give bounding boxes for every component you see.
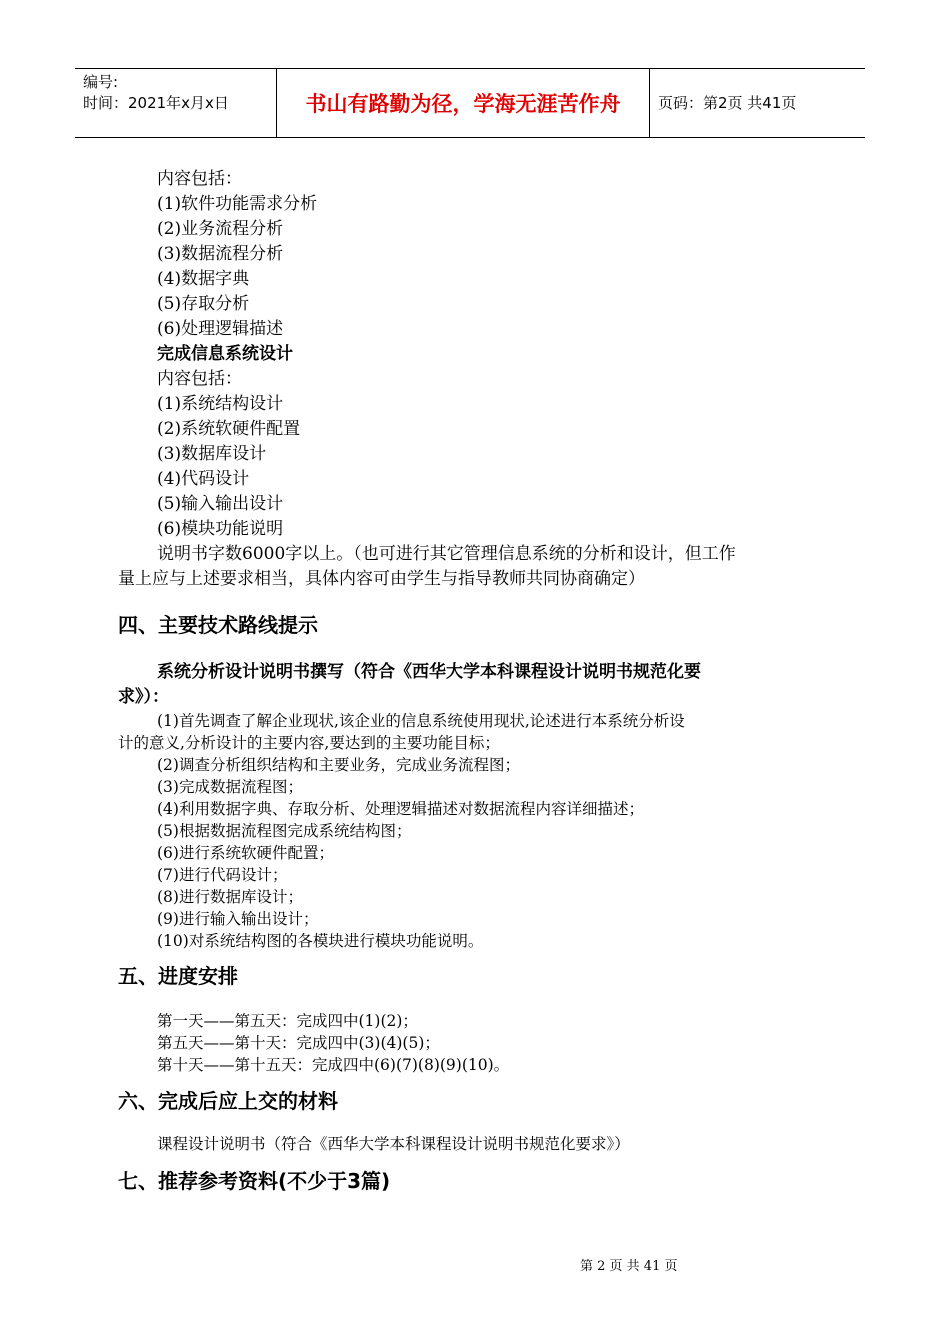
design-title: 完成信息系统设计: [157, 344, 293, 364]
time-label: 时间：2021年x月x日: [83, 94, 229, 112]
design-item: (1)系统结构设计: [157, 394, 284, 414]
analysis-item: (2)业务流程分析: [157, 219, 284, 239]
schedule-line: 第一天——第五天：完成四中(1)(2)；: [157, 1012, 418, 1030]
analysis-item: (1)软件功能需求分析: [157, 194, 318, 214]
header-page-label: 页码：第2页 共41页: [658, 94, 797, 112]
page-footer: 第 2 页 共 41 页: [580, 1259, 678, 1274]
page-header: [75, 68, 865, 138]
schedule-line: 第十天——第十五天：完成四中(6)(7)(8)(9)(10)。: [157, 1056, 510, 1074]
design-item: (6)模块功能说明: [157, 519, 284, 539]
section4-step: (5)根据数据流程图完成系统结构图；: [157, 822, 412, 840]
design-item: (4)代码设计: [157, 469, 250, 489]
header-motto: 书山有路勤为径，学海无涯苦作舟: [305, 92, 621, 116]
section4-step: (9)进行输入输出设计；: [157, 910, 319, 928]
design-item: (2)系统软硬件配置: [157, 419, 301, 439]
section4-step: 计的意义,分析设计的主要内容,要达到的主要功能目标；: [118, 734, 500, 752]
analysis-intro: 内容包括：: [157, 169, 242, 189]
section4-step: (7)进行代码设计；: [157, 866, 288, 884]
design-note-line1: 说明书字数6000字以上。（也可进行其它管理信息系统的分析和设计，但工作: [157, 544, 736, 564]
section6-text: 课程设计说明书（符合《西华大学本科课程设计说明书规范化要求》）: [157, 1135, 630, 1153]
section4-subtitle-line2: 求》）：: [118, 687, 169, 707]
section5-heading: 五、进度安排: [118, 964, 238, 988]
section4-step: (4)利用数据字典、存取分析、处理逻辑描述对数据流程内容详细描述；: [157, 800, 644, 818]
schedule-line: 第五天——第十天：完成四中(3)(4)(5)；: [157, 1034, 440, 1052]
section4-heading: 四、主要技术路线提示: [118, 613, 318, 637]
analysis-item: (5)存取分析: [157, 294, 250, 314]
header-meta-cell: [75, 69, 277, 137]
section6-heading: 六、完成后应上交的材料: [118, 1089, 338, 1113]
design-note-line2: 量上应与上述要求相当，具体内容可由学生与指导教师共同协商确定）: [118, 569, 645, 589]
section7-heading: 七、推荐参考资料(不少于3篇): [118, 1169, 391, 1193]
section4-step: (2)调查分析组织结构和主要业务，完成业务流程图；: [157, 756, 520, 774]
design-item: (3)数据库设计: [157, 444, 267, 464]
header-page-cell: [650, 69, 865, 137]
section4-step: (1)首先调查了解企业现状,该企业的信息系统使用现状,论述进行本系统分析设: [157, 712, 685, 730]
section4-step: (6)进行系统软硬件配置；: [157, 844, 334, 862]
analysis-item: (4)数据字典: [157, 269, 250, 289]
analysis-item: (3)数据流程分析: [157, 244, 284, 264]
design-item: (5)输入输出设计: [157, 494, 284, 514]
section4-step: (10)对系统结构图的各模块进行模块功能说明。: [157, 932, 484, 950]
section4-step: (8)进行数据库设计；: [157, 888, 303, 906]
section4-step: (3)完成数据流程图；: [157, 778, 303, 796]
design-intro: 内容包括：: [157, 369, 242, 389]
number-label: 编号:: [83, 73, 119, 91]
header-motto-cell: [277, 69, 650, 137]
analysis-item: (6)处理逻辑描述: [157, 319, 284, 339]
section4-subtitle-line1: 系统分析设计说明书撰写（符合《西华大学本科课程设计说明书规范化要: [157, 662, 701, 682]
